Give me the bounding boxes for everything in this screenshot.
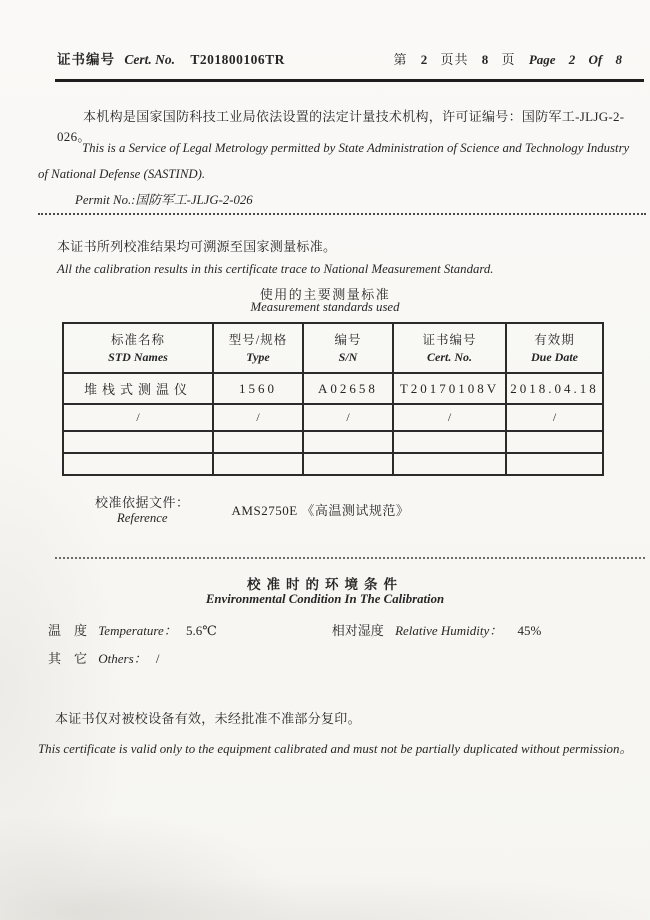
temperature-value: 5.6℃ — [186, 623, 217, 638]
table-row — [63, 404, 603, 431]
table-cell — [393, 453, 506, 475]
header-rule — [55, 79, 644, 82]
validity-note-en: This certificate is valid only to the equipment calibrated and must not be partially duplicated without permission。 — [38, 742, 633, 756]
page-total: 8 — [481, 52, 489, 67]
cert-no-label-zh: 证书编号 — [57, 52, 115, 67]
table-cell — [303, 431, 393, 453]
humidity-label-en: Relative Humidity： — [395, 623, 503, 638]
validity-note-zh: 本证书仅对被校设备有效，未经批准不准部分复印。 — [55, 711, 361, 726]
table-cell — [303, 453, 393, 475]
table-cell-serial: A02658 — [303, 373, 393, 404]
others-field — [48, 648, 160, 667]
col-header-en: S/N — [338, 349, 358, 364]
traceability-statement-en: All the calibration results in this certificate trace to National Measurement Standard. — [57, 262, 494, 276]
dashed-divider — [55, 557, 645, 559]
table-row — [63, 453, 603, 475]
humidity-label-zh: 相对湿度 — [331, 623, 384, 638]
table-cell — [213, 453, 303, 475]
humidity-field — [332, 620, 542, 639]
environment-row-1 — [48, 620, 620, 639]
authorization-statement-en: This is a Service of Legal Metrology permitted by State Administration of Science and Technology Industry of National Defense (SASTIND). — [38, 141, 630, 182]
table-cell: / — [213, 404, 303, 431]
table-cell-type: 1560 — [213, 373, 303, 404]
environment-title-zh: 校准时的环境条件 — [247, 577, 403, 592]
certificate-number — [57, 48, 285, 68]
standards-title-zh: 使用的主要测量标准 — [259, 287, 391, 302]
col-header-due-date — [506, 323, 603, 373]
others-label-en: Others： — [98, 651, 147, 666]
page-label-en-1: Page — [528, 52, 556, 67]
table-cell: / — [63, 404, 213, 431]
page-indicator — [394, 49, 632, 68]
others-label-zh: 其 它 — [48, 651, 88, 666]
page-total-en: 8 — [615, 52, 622, 67]
table-cell — [506, 453, 603, 475]
cert-no-label-en: Cert. No. — [124, 52, 175, 67]
table-cell-std-name: 堆栈式测温仪 — [63, 373, 213, 404]
table-row — [63, 431, 603, 453]
traceability-statement-zh: 本证书所列校准结果均可溯源至国家测量标准。 — [57, 239, 337, 254]
authorization-statement-zh: 本机构是国家国防科技工业局依法设置的法定计量技术机构，许可证编号：国防军工-JLJG-2-026。 — [57, 109, 625, 145]
permit-number: Permit No.:国防军工-JLJG-2-026 — [75, 193, 253, 207]
table-cell: / — [303, 404, 393, 431]
page-header — [57, 48, 632, 68]
table-cell — [213, 431, 303, 453]
page-label-en-2: Of — [588, 52, 603, 67]
page-number-en: 2 — [568, 52, 576, 67]
table-cell: / — [393, 404, 506, 431]
reference-label-en: Reference — [116, 511, 168, 525]
environment-title-en: Environmental Condition In The Calibration — [205, 592, 445, 606]
table-header-row — [63, 323, 603, 373]
col-header-en: STD Names — [108, 349, 168, 364]
temperature-label-zh: 温 度 — [48, 623, 88, 638]
table-cell-due-date: 2018.04.18 — [506, 373, 603, 404]
col-header-zh: 证书编号 — [422, 333, 477, 348]
table-cell — [63, 453, 213, 475]
standards-title-en: Measurement standards used — [250, 300, 400, 314]
col-header-zh: 有效期 — [534, 333, 575, 348]
humidity-value: 45% — [517, 623, 542, 638]
reference-label — [95, 492, 190, 526]
others-value: / — [155, 651, 160, 666]
page-label-zh-1: 第 — [393, 52, 408, 67]
col-header-en: Due Date — [531, 349, 578, 364]
table-cell — [506, 431, 603, 453]
col-header-cert-no — [393, 323, 506, 373]
temperature-field — [48, 620, 217, 639]
col-header-zh: 编号 — [334, 333, 362, 348]
table-cell — [63, 431, 213, 453]
reference-block — [95, 492, 409, 526]
temperature-label-en: Temperature： — [98, 623, 177, 638]
col-header-en: Cert. No. — [427, 349, 472, 364]
col-header-std-names — [63, 323, 213, 373]
col-header-zh: 标准名称 — [110, 333, 165, 348]
page-label-zh-2: 页共 — [440, 52, 469, 67]
dotted-divider — [38, 213, 646, 215]
cert-no-value: T201800106TR — [190, 52, 285, 67]
table-row — [63, 373, 603, 404]
reference-label-zh: 校准依据文件： — [95, 495, 190, 510]
reference-value: AMS2750E 《高温测试规范》 — [231, 502, 410, 518]
table-cell — [393, 431, 506, 453]
col-header-zh: 型号/规格 — [228, 333, 288, 348]
col-header-type — [213, 323, 303, 373]
standards-table — [62, 322, 604, 476]
table-cell: / — [506, 404, 603, 431]
col-header-en: Type — [246, 349, 270, 364]
page-number: 2 — [420, 52, 428, 67]
col-header-serial — [303, 323, 393, 373]
table-cell-cert-no: T20170108V — [393, 373, 506, 404]
page-label-zh-3: 页 — [501, 52, 516, 67]
